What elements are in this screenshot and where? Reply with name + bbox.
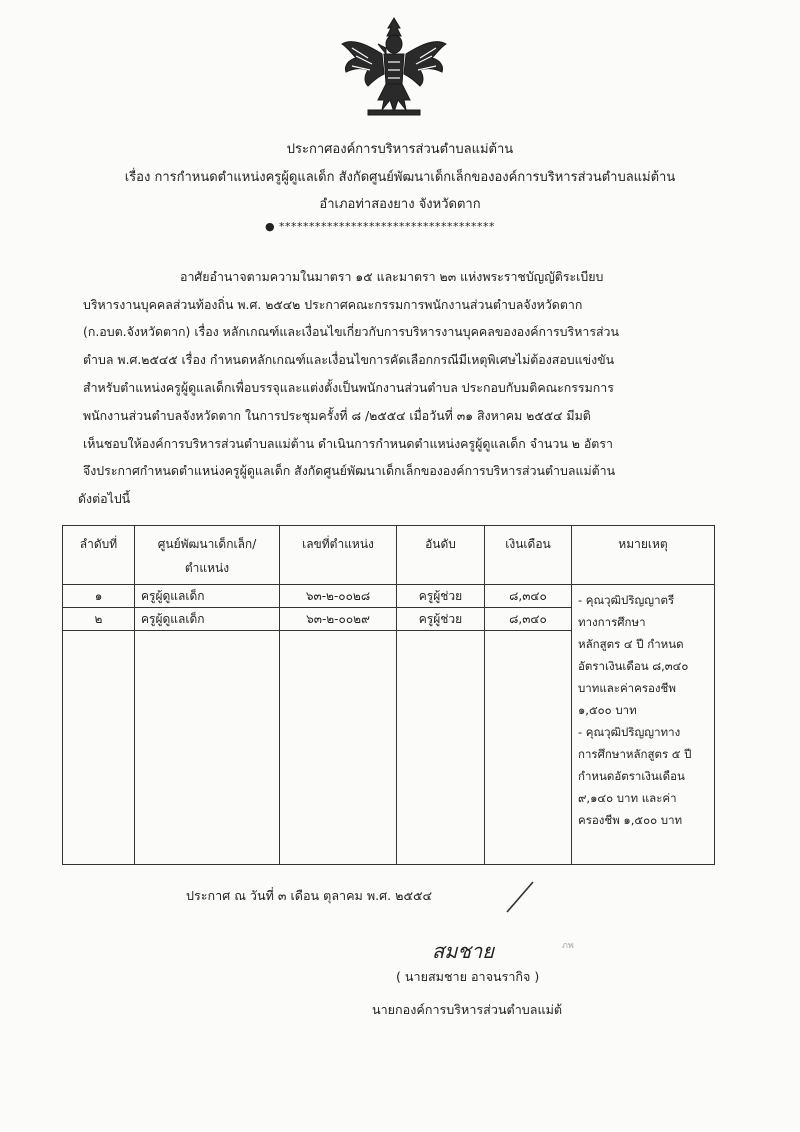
body-line-6: พนักงานส่วนตำบลจังหวัดตาก ในการประชุมครั้งที่ ๘ /๒๕๕๔ เมื่อวันที่ ๓๑ สิงหาคม ๒๕๕๔ มีมติ [83,408,591,423]
remark-line: หลักสูตร ๔ ปี กำหนด [578,637,684,651]
body-line-8: จึงประกาศกำหนดตำแหน่งครูผู้ดูแลเด็ก สังกัดศูนย์พัฒนาเด็กเล็กขององค์การบริหารส่วนตำบลแม่ต้าน [83,463,616,478]
remark-line: ๙,๑๔๐ บาท และค่า [578,791,677,805]
cell-salary: ๘,๓๔๐ [485,585,572,608]
header-cell-salary: เงินเดือน [485,526,572,585]
remark-line: บาทและค่าครองชีพ [578,681,676,695]
body-line-1: อาศัยอำนาจตามความในมาตรา ๑๕ และมาตรา ๒๓ แห่งพระราชบัญญัติระเบียบ [180,269,604,284]
empty-cell [485,631,572,865]
header-location: อำเภอท่าสองยาง จังหวัดตาก [319,197,481,212]
remark-line: อัตราเงินเดือน ๘,๓๔๐ [578,659,689,673]
header-cell-no: ลำดับที่ [63,526,135,585]
header-subject: เรื่อง การกำหนดตำแหน่งครูผู้ดูแลเด็ก สังกัดศูนย์พัฒนาเด็กเล็กขององค์การบริหารส่วนตำบลแม่ต้าน [124,170,676,185]
position-table [62,525,715,865]
signer-name: ( นายสมชาย อาจนรากิจ ) [396,969,540,984]
body-line-3: (ก.อบต.จังหวัดตาก) เรื่อง หลักเกณฑ์และเงื่อนไขเกี่ยวกับการบริหารงานบุคคลขององค์การบริหารส่วน [83,324,619,339]
handwritten-signature: สมชาย [432,939,494,963]
cell-rank: ครูผู้ช่วย [397,585,485,608]
cell-position: ครูผู้ดูแลเด็ก [135,585,280,608]
remark-line: ๑,๕๐๐ บาท [578,703,637,717]
header-cell-pos-no: เลขที่ตำแหน่ง [280,526,397,585]
cell-no: ๒ [63,608,135,631]
cell-rank: ครูผู้ช่วย [397,608,485,631]
cell-position: ครูผู้ดูแลเด็ก [135,608,280,631]
remark-line: ครองชีพ ๑,๕๐๐ บาท [578,813,683,827]
date-slash-mark [505,880,535,914]
remark-line: การศึกษาหลักสูตร ๕ ปี [578,747,692,761]
cell-pos-no: ๖๓-๒-๐๐๒๘ [280,585,397,608]
body-line-7: เห็นชอบให้องค์การบริหารส่วนตำบลแม่ต้าน ดำเนินการกำหนดตำแหน่งครูผู้ดูแลเด็ก จำนวน ๒ อัตรา [83,436,613,451]
cell-remarks [572,585,715,865]
header-title: ประกาศองค์การบริหารส่วนตำบลแม่ต้าน [286,142,514,157]
cell-no: ๑ [63,585,135,608]
signer-title: นายกองค์การบริหารส่วนตำบลแม่ต้ [372,1002,563,1017]
remark-line: กำหนดอัตราเงินเดือน [578,769,685,783]
body-line-2: บริหารงานบุคคลส่วนท้องถิ่น พ.ศ. ๒๕๔๒ ประกาศคณะกรรมการพนักงานส่วนตำบลจังหวัดตาก [83,297,583,312]
remark-line: ทางการศึกษา [578,615,646,629]
empty-cell [135,631,280,865]
empty-cell [63,631,135,865]
header-cell-rank: อันดับ [397,526,485,585]
remark-line: - คุณวุฒิปริญญาทาง [578,725,681,739]
body-line-9: ดังต่อไปนี้ [78,491,131,506]
header-cell-position: ศูนย์พัฒนาเด็กเล็ก/ ตำแหน่ง [135,526,280,585]
cell-pos-no: ๖๓-๒-๐๐๒๙ [280,608,397,631]
table-row [63,585,715,608]
header-cell-remarks: หมายเหตุ [572,526,715,585]
table-header-row [63,526,715,585]
empty-cell [397,631,485,865]
body-line-4: ตำบล พ.ศ.๒๕๔๕ เรื่อง กำหนดหลักเกณฑ์และเงื่อนไขการคัดเลือกกรณีมีเหตุพิเศษไม่ต้องสอบแข่งขัน [83,352,615,367]
announce-date: ประกาศ ณ วันที่ ๓ เดือน ตุลาคม พ.ศ. ๒๕๕๔ [186,888,433,903]
cell-salary: ๘,๓๔๐ [485,608,572,631]
body-line-5: สำหรับตำแหน่งครูผู้ดูแลเด็กเพื่อบรรจุและแต่งตั้งเป็นพนักงานส่วนตำบล ประกอบกับมติคณะกรรมการ [83,380,614,395]
garuda-emblem-icon [338,14,450,122]
empty-cell [280,631,397,865]
remark-line: - คุณวุฒิปริญญาตรี [578,593,675,607]
header-divider: ● ************************************ [264,220,496,233]
side-note: ภพ [562,941,574,951]
